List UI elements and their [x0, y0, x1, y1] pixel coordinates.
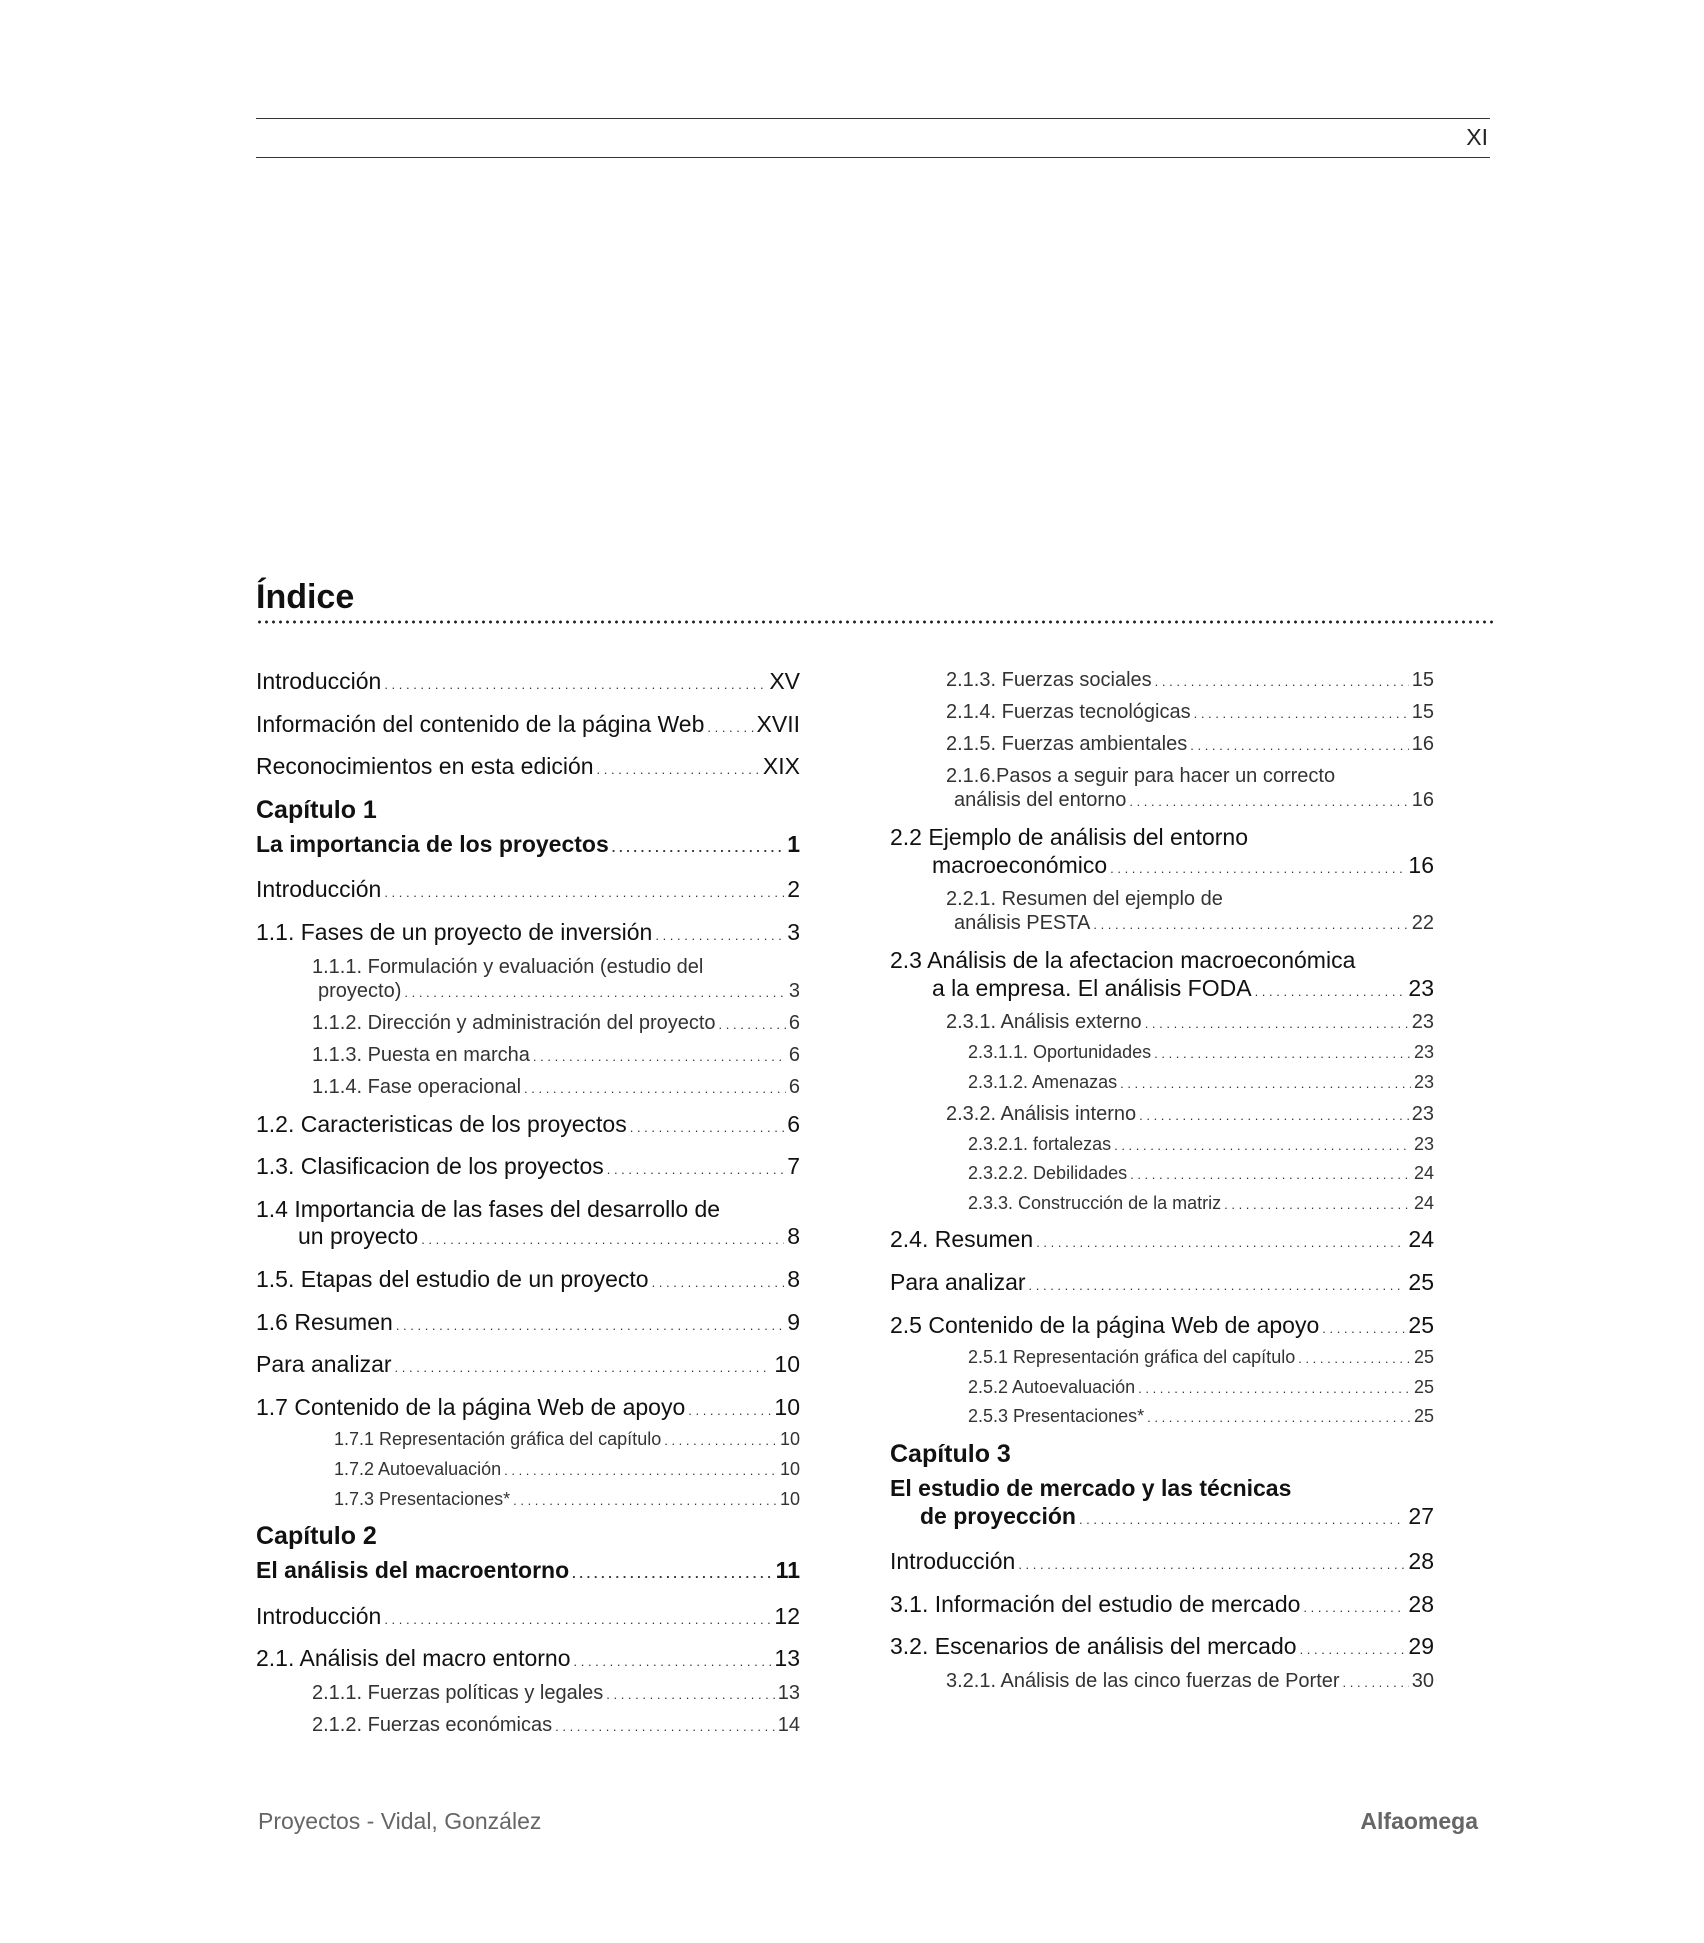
toc-entry[interactable]: 2.1. Análisis del macro entorno . . . 13 — [256, 1645, 800, 1673]
header-rule-top — [256, 118, 1490, 119]
toc-entry[interactable]: Introducción . . . XV — [256, 668, 800, 696]
header-rule-bottom — [256, 157, 1490, 158]
toc-entry[interactable]: 2.3.2. Análisis interno . . . 23 — [890, 1102, 1434, 1126]
footer-publisher: Alfaomega — [1360, 1808, 1478, 1834]
toc-entry-wrapped[interactable]: 2.1.6.Pasos a seguir para hacer un correcto análisis del entorno . . . 16 — [890, 764, 1434, 812]
chapter-label: Capítulo 2 — [256, 1522, 377, 1551]
toc-entry[interactable]: 2.5 Contenido de la página Web de apoyo . . . 25 — [890, 1312, 1434, 1340]
toc-entry[interactable]: Para analizar . . . 25 — [890, 1269, 1434, 1297]
toc-entry[interactable]: 1.6 Resumen . . . 9 — [256, 1309, 800, 1337]
toc-entry[interactable]: Información del contenido de la página Web . . . XVII — [256, 711, 800, 739]
chapter-label: Capítulo 1 — [256, 795, 377, 824]
toc-entry[interactable]: Reconocimientos en esta edición . . . XIX — [256, 753, 800, 781]
toc-right-column — [890, 668, 1434, 1701]
toc-entry[interactable]: 1.7.2 Autoevaluación . . . 10 — [256, 1459, 800, 1481]
page-number: XI — [1466, 124, 1488, 150]
toc-entry[interactable]: 1.7.1 Representación gráfica del capítulo . . . 10 — [256, 1429, 800, 1451]
title-dotted-rule — [256, 620, 1494, 624]
toc-entry[interactable]: 1.1.4. Fase operacional . . . 6 — [256, 1075, 800, 1099]
toc-entry[interactable]: 2.5.3 Presentaciones* . . . 25 — [890, 1406, 1434, 1428]
chapter-label: Capítulo 3 — [890, 1439, 1011, 1468]
chapter-title[interactable]: La importancia de los proyectos . . . 1 — [256, 831, 800, 859]
toc-entry[interactable]: 1.1. Fases de un proyecto de inversión . . . 3 — [256, 919, 800, 947]
toc-entry[interactable]: Introducción . . . 12 — [256, 1603, 800, 1631]
footer-book-title: Proyectos - Vidal, González — [258, 1808, 542, 1834]
toc-entry[interactable]: 2.1.3. Fuerzas sociales . . . 15 — [890, 668, 1434, 692]
toc-entry[interactable]: 3.2.1. Análisis de las cinco fuerzas de Porter . . . 30 — [890, 1669, 1434, 1693]
toc-entry[interactable]: 2.3.2.2. Debilidades . . . 24 — [890, 1163, 1434, 1185]
chapter-title[interactable]: El análisis del macroentorno . . . 11 — [256, 1557, 800, 1585]
toc-entry[interactable]: 2.5.1 Representación gráfica del capítulo . . . 25 — [890, 1347, 1434, 1369]
toc-entry[interactable]: 1.7.3 Presentaciones* . . . 10 — [256, 1489, 800, 1511]
toc-entry[interactable]: 2.1.5. Fuerzas ambientales . . . 16 — [890, 732, 1434, 756]
toc-entry[interactable]: Para analizar . . . 10 — [256, 1351, 800, 1379]
toc-entry[interactable]: 2.3.2.1. fortalezas . . . 23 — [890, 1134, 1434, 1156]
toc-left-column — [256, 668, 800, 1745]
toc-entry[interactable]: 1.5. Etapas del estudio de un proyecto . . . 8 — [256, 1266, 800, 1294]
toc-entry[interactable]: 2.1.2. Fuerzas económicas . . . 14 — [256, 1713, 800, 1737]
toc-entry[interactable]: 2.3.1. Análisis externo . . . 23 — [890, 1010, 1434, 1034]
toc-entry-wrapped[interactable]: 2.2.1. Resumen del ejemplo de análisis PESTA . . . 22 — [890, 887, 1434, 935]
toc-entry[interactable]: 1.2. Caracteristicas de los proyectos . . . 6 — [256, 1111, 800, 1139]
toc-entry[interactable]: 2.3.3. Construcción de la matriz . . . 24 — [890, 1193, 1434, 1215]
toc-entry-wrapped[interactable]: 2.3 Análisis de la afectacion macroeconómica a la empresa. El análisis FODA . . . 23 — [890, 947, 1434, 1002]
toc-entry[interactable]: 1.7 Contenido de la página Web de apoyo . . . 10 — [256, 1394, 800, 1422]
toc-entry[interactable]: 2.4. Resumen . . . 24 — [890, 1226, 1434, 1254]
toc-entry[interactable]: Introducción . . . 2 — [256, 876, 800, 904]
toc-entry[interactable]: 3.2. Escenarios de análisis del mercado . . . 29 — [890, 1633, 1434, 1661]
toc-entry[interactable]: 1.3. Clasificacion de los proyectos . . . 7 — [256, 1153, 800, 1181]
toc-entry-wrapped[interactable]: 1.1.1. Formulación y evaluación (estudio del proyecto) . . . 3 — [256, 955, 800, 1003]
toc-entry[interactable]: 3.1. Información del estudio de mercado . . . 28 — [890, 1591, 1434, 1619]
toc-entry[interactable]: 1.1.2. Dirección y administración del proyecto . . . 6 — [256, 1011, 800, 1035]
toc-entry[interactable]: 2.3.1.2. Amenazas . . . 23 — [890, 1072, 1434, 1094]
toc-entry[interactable]: 2.1.1. Fuerzas políticas y legales . . . 13 — [256, 1681, 800, 1705]
toc-entry[interactable]: 1.1.3. Puesta en marcha . . . 6 — [256, 1043, 800, 1067]
index-title: Índice — [256, 578, 355, 616]
toc-entry-wrapped[interactable]: 2.2 Ejemplo de análisis del entorno macroeconómico . . . 16 — [890, 824, 1434, 879]
toc-entry[interactable]: Introducción . . . 28 — [890, 1548, 1434, 1576]
toc-entry[interactable]: 2.1.4. Fuerzas tecnológicas . . . 15 — [890, 700, 1434, 724]
toc-entry[interactable]: 2.5.2 Autoevaluación . . . 25 — [890, 1377, 1434, 1399]
chapter-title-wrapped[interactable]: El estudio de mercado y las técnicas de proyección . . . 27 — [890, 1475, 1434, 1530]
toc-entry-wrapped[interactable]: 1.4 Importancia de las fases del desarrollo de un proyecto . . . 8 — [256, 1196, 800, 1251]
toc-entry[interactable]: 2.3.1.1. Oportunidades . . . 23 — [890, 1042, 1434, 1064]
